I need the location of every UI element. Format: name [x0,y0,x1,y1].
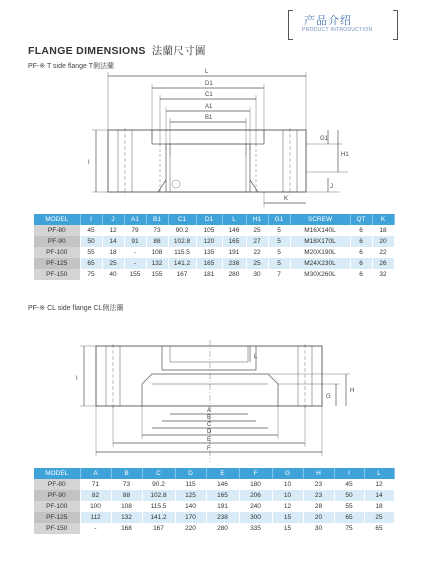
value-cell: 12 [272,501,303,512]
dim-l: L [205,69,209,75]
value-cell: 6 [350,225,372,236]
value-cell: 335 [239,523,272,534]
value-cell: 155 [124,269,146,280]
value-cell: 14 [364,490,394,501]
value-cell: 280 [222,269,246,280]
value-cell: M18X170L [290,236,350,247]
dim-b1: B1 [205,115,213,121]
dim-a: A [207,408,212,414]
value-cell: 165 [206,490,239,501]
value-cell: 23 [303,479,334,490]
value-cell: 135 [196,247,222,258]
model-cell: PF-150 [34,523,80,534]
value-cell: 206 [239,490,272,501]
table-row [34,523,394,534]
value-cell: 30 [303,523,334,534]
dim-a1: A1 [205,104,213,110]
value-cell: 90.2 [142,479,175,490]
value-cell: 82 [80,490,111,501]
value-cell: 238 [222,258,246,269]
header-en: PRODUCT INTRODUCTION [302,27,373,33]
dim-j: J [330,184,333,190]
value-cell: 141.2 [168,258,196,269]
dim-h1: H1 [341,152,349,158]
value-cell: 26 [372,258,394,269]
col-header: I [334,468,364,479]
col-header: L [364,468,394,479]
value-cell: 18 [102,247,124,258]
value-cell: 15 [272,523,303,534]
model-cell: PF-90 [34,490,80,501]
value-cell: 50 [334,490,364,501]
dim-i: I [88,160,90,166]
value-cell: 220 [175,523,206,534]
value-cell: 105 [196,225,222,236]
col-header: A [80,468,111,479]
value-cell: 79 [124,225,146,236]
value-cell: 45 [80,225,102,236]
col-header: B1 [146,214,168,225]
dim-i: I [76,376,78,382]
dim-d1: D1 [205,81,213,87]
col-header: K [372,214,394,225]
value-cell: 165 [196,258,222,269]
model-cell: PF-150 [34,269,80,280]
value-cell: 108 [146,247,168,258]
value-cell: 5 [268,247,290,258]
value-cell: 191 [206,501,239,512]
value-cell: 14 [102,236,124,247]
value-cell: 65 [334,512,364,523]
header-cn: 产品介绍 [304,15,352,27]
dim-g: G [326,394,331,400]
value-cell: 146 [206,479,239,490]
value-cell: 125 [175,490,206,501]
dim-b: B [207,415,212,421]
value-cell: 120 [196,236,222,247]
value-cell: M20X190L [290,247,350,258]
model-cell: PF-80 [34,479,80,490]
model-cell: PF-125 [34,512,80,523]
value-cell: 102.8 [168,236,196,247]
col-header: C [142,468,175,479]
value-cell: 25 [246,258,268,269]
table-row [34,501,394,512]
value-cell: 155 [146,269,168,280]
col-header: QT [350,214,372,225]
cl-side-subtitle: PF-※ CL side flange CL側法蘭 [28,305,124,312]
col-header: B [111,468,142,479]
value-cell: 141.2 [142,512,175,523]
value-cell: 75 [334,523,364,534]
title-en: FLANGE DIMENSIONS [28,45,146,57]
col-header: A1 [124,214,146,225]
dim-c1: C1 [205,92,213,98]
table-row [34,490,394,501]
value-cell: 65 [364,523,394,534]
value-cell: 27 [246,236,268,247]
value-cell: 165 [222,236,246,247]
value-cell: 88 [146,236,168,247]
value-cell: 132 [111,512,142,523]
value-cell: 90.2 [168,225,196,236]
value-cell: 22 [246,247,268,258]
col-header: H [303,468,334,479]
col-header: E [206,468,239,479]
value-cell: 18 [364,501,394,512]
table-header-row [34,468,394,479]
value-cell: 23 [303,490,334,501]
value-cell: 300 [239,512,272,523]
model-cell: PF-125 [34,258,80,269]
dim-k: K [284,196,289,202]
value-cell: 280 [206,523,239,534]
value-cell: M16X140L [290,225,350,236]
value-cell: - [124,247,146,258]
col-header: D1 [196,214,222,225]
value-cell: 10 [272,490,303,501]
value-cell: 5 [268,225,290,236]
value-cell: 28 [303,501,334,512]
value-cell: 167 [142,523,175,534]
value-cell: 115.5 [168,247,196,258]
col-header: I [80,214,102,225]
value-cell: 115.5 [142,501,175,512]
col-header: C1 [168,214,196,225]
col-header: G [272,468,303,479]
value-cell: 10 [272,479,303,490]
dim-e: E [207,437,212,443]
table-row [34,512,394,523]
value-cell: 73 [111,479,142,490]
cl-side-spec-table [34,468,395,534]
col-header: MODEL [34,214,80,225]
value-cell: 50 [80,236,102,247]
value-cell: 30 [246,269,268,280]
value-cell: 15 [272,512,303,523]
value-cell: M24X230L [290,258,350,269]
cl-side-table-body [34,479,394,534]
value-cell: 115 [175,479,206,490]
table-row [34,479,394,490]
dim-g1: G1 [320,136,329,142]
col-header: L [222,214,246,225]
value-cell: 91 [124,236,146,247]
model-cell: PF-100 [34,247,80,258]
dim-f: F [207,446,211,452]
title-cn: 法蘭尺寸圖 [151,45,206,57]
value-cell: 55 [334,501,364,512]
value-cell: - [80,523,111,534]
value-cell: 132 [146,258,168,269]
col-header: D [175,468,206,479]
value-cell: 65 [80,258,102,269]
value-cell: 7 [268,269,290,280]
value-cell: 181 [196,269,222,280]
value-cell: 71 [80,479,111,490]
value-cell: - [124,258,146,269]
value-cell: 112 [80,512,111,523]
value-cell: 25 [102,258,124,269]
col-header: MODEL [34,468,80,479]
value-cell: 180 [239,479,272,490]
model-cell: PF-100 [34,501,80,512]
dim-l: L [254,354,258,360]
value-cell: 18 [372,225,394,236]
value-cell: 102.8 [142,490,175,501]
value-cell: 12 [102,225,124,236]
value-cell: 108 [111,501,142,512]
value-cell: 40 [102,269,124,280]
value-cell: M30X260L [290,269,350,280]
value-cell: 5 [268,258,290,269]
value-cell: 191 [222,247,246,258]
dim-h: H [350,388,355,394]
value-cell: 75 [80,269,102,280]
value-cell: 45 [334,479,364,490]
col-header: H1 [246,214,268,225]
dim-d: D [207,429,212,435]
value-cell: 5 [268,236,290,247]
value-cell: 12 [364,479,394,490]
model-cell: PF-90 [34,236,80,247]
value-cell: 6 [350,269,372,280]
col-header: F [239,468,272,479]
value-cell: 240 [239,501,272,512]
value-cell: 25 [246,225,268,236]
value-cell: 238 [206,512,239,523]
value-cell: 20 [303,512,334,523]
value-cell: 6 [350,236,372,247]
model-cell: PF-80 [34,225,80,236]
value-cell: 88 [111,490,142,501]
value-cell: 100 [80,501,111,512]
value-cell: 140 [175,501,206,512]
value-cell: 6 [350,247,372,258]
col-header: SCREW [290,214,350,225]
col-header: G1 [268,214,290,225]
dim-c: C [207,422,212,428]
t-side-subtitle: PF-※ T side flange T側法蘭 [28,63,115,70]
value-cell: 73 [146,225,168,236]
col-header: J [102,214,124,225]
value-cell: 6 [350,258,372,269]
value-cell: 20 [372,236,394,247]
value-cell: 25 [364,512,394,523]
value-cell: 32 [372,269,394,280]
value-cell: 146 [222,225,246,236]
value-cell: 168 [111,523,142,534]
value-cell: 170 [175,512,206,523]
value-cell: 55 [80,247,102,258]
value-cell: 167 [168,269,196,280]
value-cell: 22 [372,247,394,258]
